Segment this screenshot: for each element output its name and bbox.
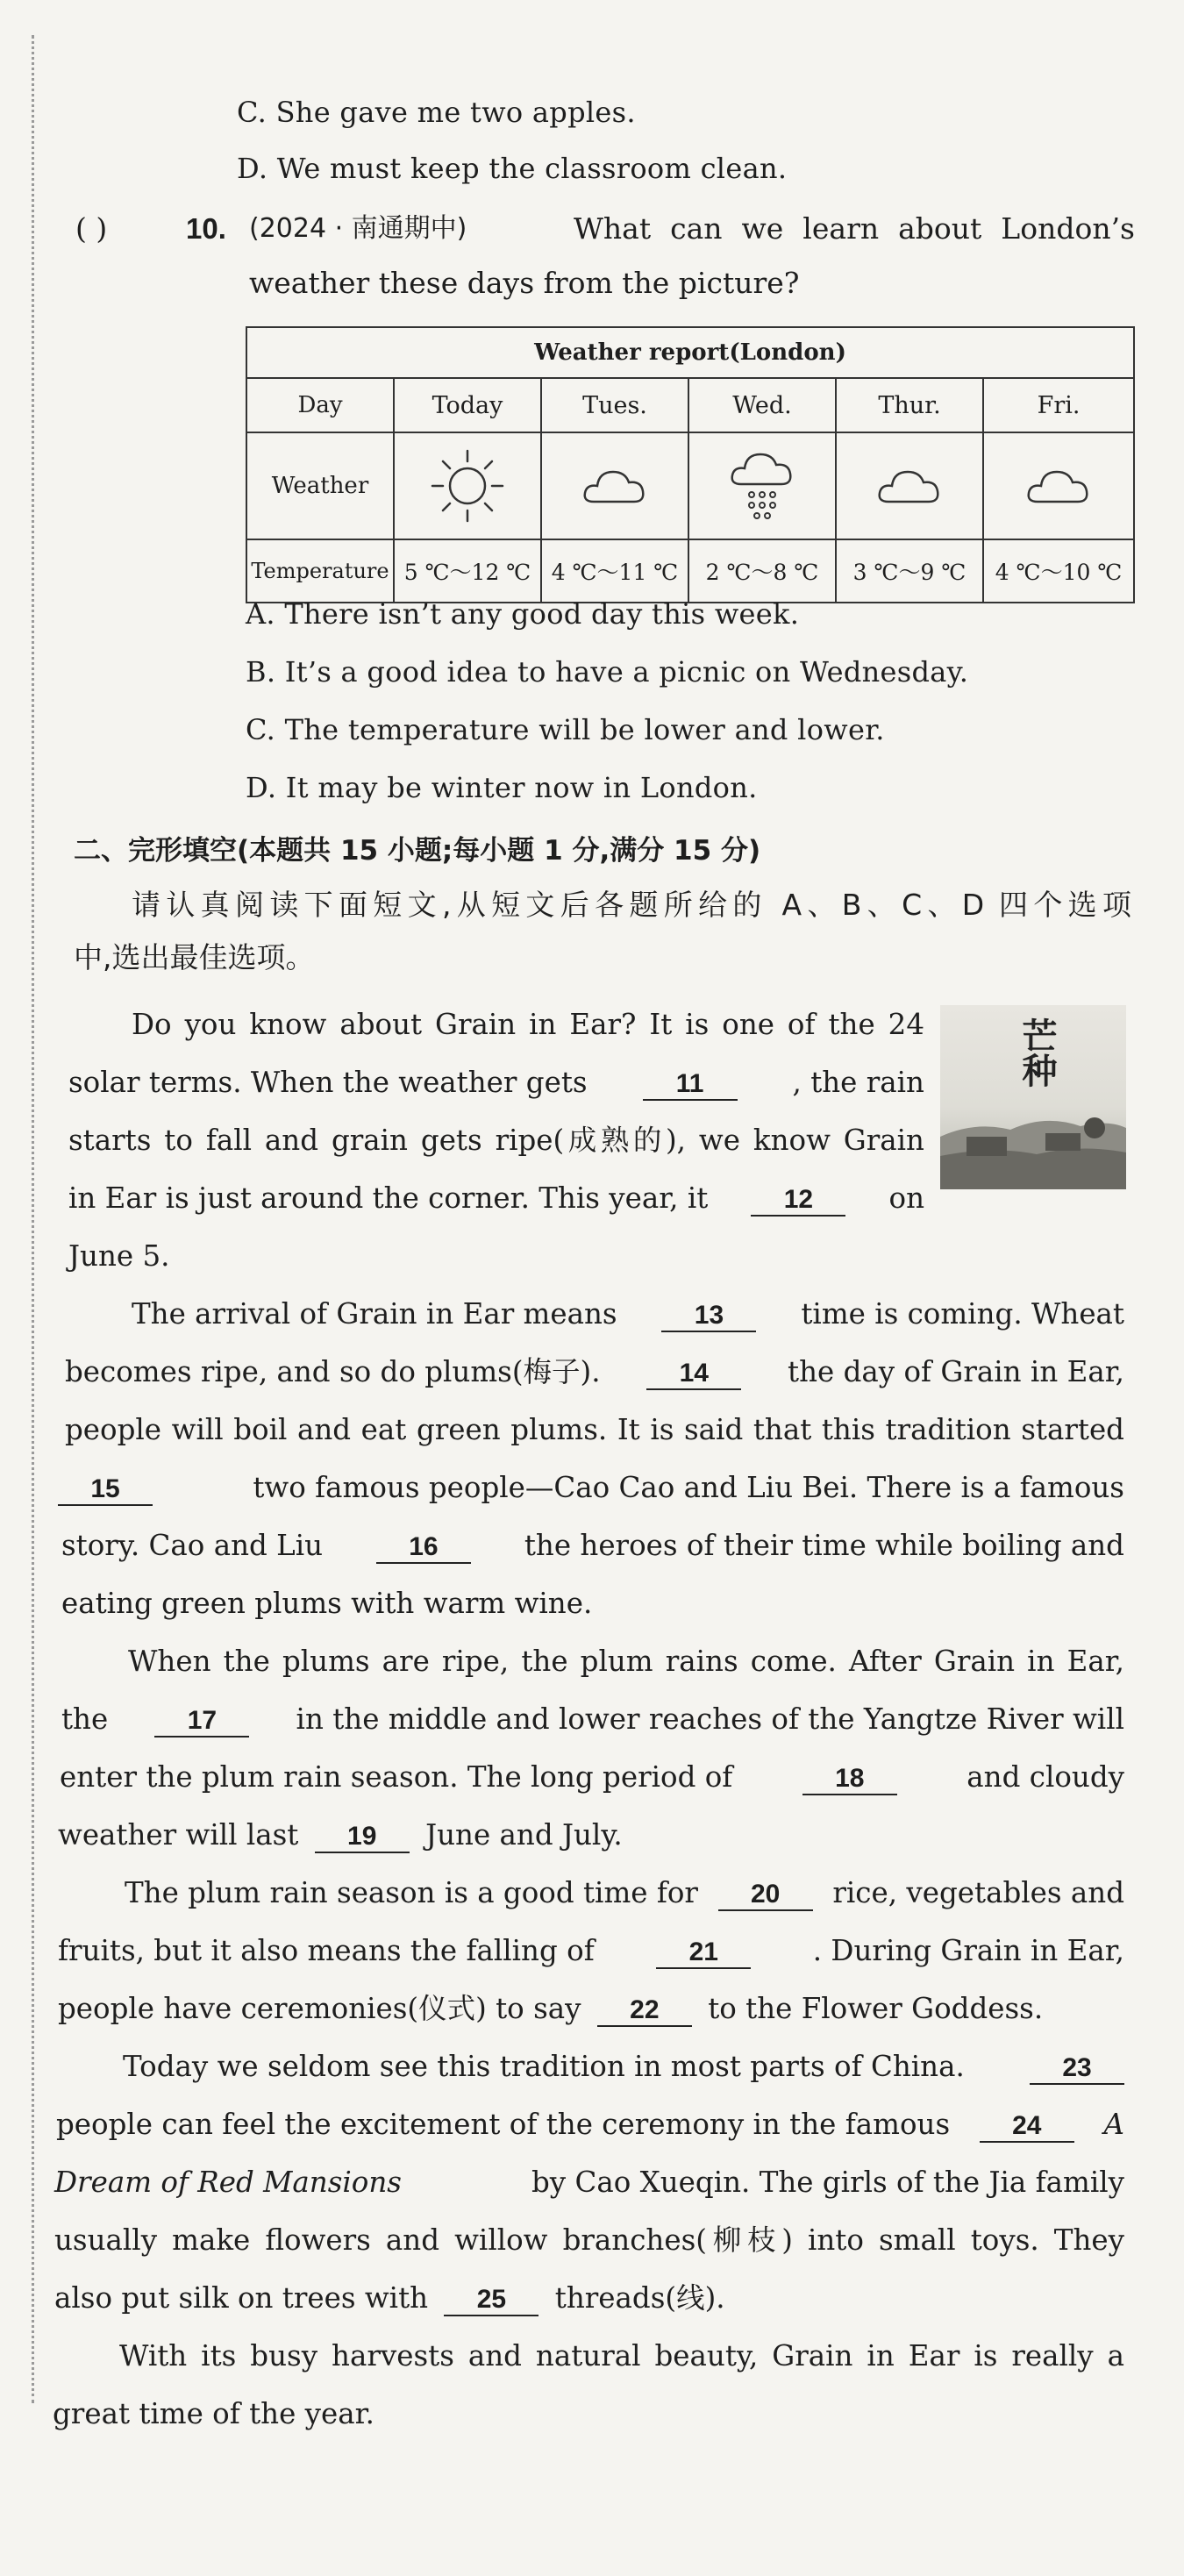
p6-line2: great time of the year. [53,2397,374,2430]
p3-line3 [60,1759,1124,1795]
p4-line2-text-b: . During Grain in Ear, [812,1934,1124,1967]
p2-line6: eating green plums with warm wine. [61,1587,593,1620]
p1-line5: June 5. [68,1239,170,1273]
blank-16[interactable]: 16 [376,1532,471,1564]
p4-line3-text-a: people have ceremonies(仪式) to say [58,1992,581,2025]
blank-12[interactable]: 12 [751,1185,845,1217]
temperature-row-label: Temperature [246,539,394,603]
table-caption: Weather report(London) [246,327,1134,378]
temp-thur: 3 ℃～9 ℃ [836,539,983,603]
instruction-line1: 请认真阅读下面短文,从短文后各题所给的 A、B、C、D 四个选项 [132,888,1131,922]
sun-icon [425,444,510,528]
p1-line3: starts to fall and grain gets ripe(成熟的), we know Grain [68,1124,924,1157]
p3-line4-text-a: weather will last [58,1818,299,1852]
q10-stem-line1: What can we learn about London’s [574,211,1135,246]
p2-line1-text-a: The arrival of Grain in Ear means [132,1297,617,1331]
blank-20[interactable]: 20 [718,1880,813,1911]
p5-line5-text-a: also put silk on trees with [54,2281,429,2315]
weather-tues-cell [541,432,688,539]
p2-line5-text-a: story. Cao and Liu [61,1529,324,1562]
blank-19[interactable]: 19 [315,1822,410,1853]
instruction-line2: 中,选出最佳选项。 [74,940,315,974]
blank-13[interactable]: 13 [661,1301,756,1332]
p2-line3: people will boil and eat green plums. It is said that this tradition started [65,1413,1124,1446]
rain-cloud-icon [727,449,797,523]
temp-wed: 2 ℃～8 ℃ [688,539,836,603]
day-tues: Tues. [541,378,688,432]
p4-line1-text-b: rice, vegetables and [832,1876,1124,1909]
p3-line2-text-b: in the middle and lower reaches of the Yangtze River will [296,1702,1124,1736]
p1-line2-text-b: , the rain [792,1066,924,1099]
temp-today: 5 ℃～12 ℃ [394,539,541,603]
p1-line2-text-a: solar terms. When the weather gets [68,1066,588,1099]
day-header-label: Day [246,378,394,432]
p2-line4-text-b: two famous people—Cao Cao and Liu Bei. There is a famous [253,1471,1124,1504]
p5-line2 [56,2107,1124,2143]
blank-22[interactable]: 22 [597,1995,692,2027]
p5-line3 [54,2165,1124,2200]
p3-line4-text-b: June and July. [425,1818,623,1852]
q10-option-d: D. It may be winter now in London. [246,771,758,804]
p1-line2 [68,1065,924,1101]
day-wed: Wed. [688,378,836,432]
p2-line2 [65,1354,1124,1390]
blank-15[interactable]: 15 [58,1474,153,1506]
section-heading: 二、完形填空(本题共 15 小题;每小题 1 分,满分 15 分) [74,835,761,867]
cloud-icon [1024,460,1094,512]
p1-line1: Do you know about Grain in Ear? It is one of the 24 [132,1008,924,1041]
q9-option-d: D. We must keep the classroom clean. [237,152,788,185]
p2-line1 [132,1296,1124,1332]
weather-wed-cell [688,432,836,539]
p5-line5-text-b: threads(线). [554,2281,725,2315]
temp-fri: 4 ℃～10 ℃ [983,539,1134,603]
p3-line3-text-a: enter the plum rain season. The long period of [60,1760,733,1794]
p3-line2 [61,1702,1124,1738]
p2-line1-text-b: time is coming. Wheat [801,1297,1124,1331]
q10-option-c: C. The temperature will be lower and lower. [246,713,885,746]
q9-option-c: C. She gave me two apples. [237,96,636,129]
blank-23[interactable]: 23 [1030,2053,1124,2085]
blank-18[interactable]: 18 [802,1764,897,1795]
p2-line2-text-a: becomes ripe, and so do plums(梅子). [65,1355,601,1388]
p1-line4 [68,1181,924,1217]
blank-11[interactable]: 11 [643,1069,738,1101]
blank-24[interactable]: 24 [980,2111,1074,2143]
landscape-icon [940,1005,1126,1189]
p2-line4 [58,1470,1124,1506]
weather-thur-cell [836,432,983,539]
p1-line4-text-b: on [888,1181,924,1215]
p3-line1: When the plums are ripe, the plum rains come. After Grain in Ear, [128,1645,1124,1678]
cloud-icon [580,460,650,512]
blank-14[interactable]: 14 [646,1359,741,1390]
p2-line2-text-b: the day of Grain in Ear, [788,1355,1124,1388]
day-today: Today [394,378,541,432]
grain-in-ear-illustration [940,1005,1126,1189]
p4-line1 [125,1875,1124,1911]
weather-report-table [246,326,1135,603]
q10-source: (2024 · 南通期中) [249,213,467,244]
p5-line4: usually make flowers and willow branches(柳枝) into small toys. They [54,2223,1124,2257]
p4-line1-text-a: The plum rain season is a good time for [125,1876,698,1909]
q10-stem-line2: weather these days from the picture? [249,266,800,300]
book-title: Dream of Red Mansions [54,2166,402,2199]
p5-line1 [123,2049,1124,2085]
q10-option-a: A. There isn’t any good day this week. [246,597,800,631]
cloud-icon [874,460,945,512]
p3-line4 [58,1817,623,1853]
weather-fri-cell [983,432,1134,539]
blank-21[interactable]: 21 [656,1937,751,1969]
blank-17[interactable]: 17 [154,1706,249,1738]
p6-line1: With its busy harvests and natural beauty, Grain in Ear is really a [119,2339,1124,2373]
day-thur: Thur. [836,378,983,432]
illustration-title: 芒种 [1016,1017,1058,1088]
p4-line2-text-a: fruits, but it also means the falling of [58,1934,595,1967]
p5-line5 [54,2280,725,2316]
p1-line4-text-a: in Ear is just around the corner. This year, it [68,1181,709,1215]
weather-today-cell [394,432,541,539]
day-fri: Fri. [983,378,1134,432]
p5-line2-text-a: people can feel the excitement of the ceremony in the famous [56,2108,951,2141]
q10-number: 10. [186,212,226,245]
binding-cut-line [32,35,34,2403]
p4-line3 [58,1991,1043,2027]
q10-option-b: B. It’s a good idea to have a picnic on Wednesday. [246,655,969,689]
p5-line3-text-b: by Cao Xueqin. The girls of the Jia family [531,2166,1124,2199]
p3-line3-text-b: and cloudy [966,1760,1124,1794]
blank-25[interactable]: 25 [444,2285,539,2316]
p5-line1-text: Today we seldom see this tradition in most parts of China. [123,2050,965,2083]
p2-line5 [61,1528,1124,1564]
p2-line5-text-b: the heroes of their time while boiling and [524,1529,1124,1562]
book-title-start: A [1103,2108,1124,2141]
p3-line2-text-a: the [61,1702,109,1736]
q10-answer-paren: ( ) [75,211,108,246]
p4-line3-text-b: to the Flower Goddess. [708,1992,1044,2025]
temp-tues: 4 ℃～11 ℃ [541,539,688,603]
p4-line2 [58,1933,1124,1969]
weather-row-label: Weather [246,432,394,539]
